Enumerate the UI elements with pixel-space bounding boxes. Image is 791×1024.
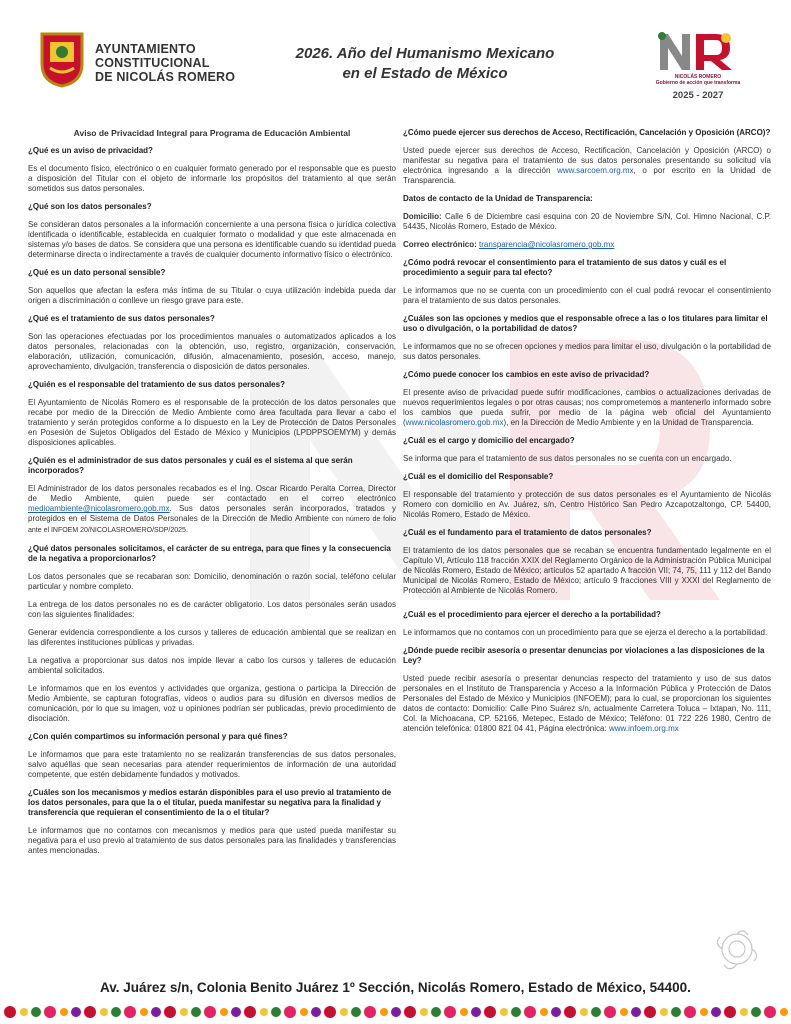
question-heading: ¿Qué es el tratamiento de sus datos personales? [28, 314, 215, 323]
question-heading: Datos de contacto de la Unidad de Transparencia: [403, 194, 593, 203]
answer-paragraph: Los datos personales que se recabaran son: Domicilio, denominación o razón social, teléfono celular particular y nombre completo. [28, 572, 396, 591]
decorative-floral-border [0, 1000, 791, 1024]
answer-paragraph: Usted puede recibir asesoría o presentar denuncias respecto del tratamiento y uso de sus datos personales en el Instituto de Transparencia y Acceso a la Información Pública y Protección de Datos Personales del Estado de México y Municipios (INFOEM); para lo cual, se proporcionan los siguientes datos de contacto: Domicilio: Calle Pino Suárez s/n, actualmente Carretera Toluca – Ixtapan, No. 111, Col. la Michoacana, CP. 52166, Metepec, Estado de México; Teléfono: 01 722 226 1980, Centro de atención telefónica: 01800 821 04 41, Página electrónica: www.infoem.org.mx [403, 674, 771, 733]
question-heading: ¿Qué datos personales solicitamos, el carácter de su entrega, para que fines y la consecuencia de la negativa a proporcionarlos? [28, 544, 391, 563]
question-heading: ¿Cómo puede conocer los cambios en este aviso de privacidad? [403, 370, 650, 379]
transparency-email-link[interactable]: transparencia@nicolasromero.gob.mx [479, 240, 615, 249]
answer-paragraph: Le informamos que no se ofrecen opciones y medios para limitar el uso, divulgación o la portabilidad de sus datos personales. [403, 342, 771, 361]
answer-paragraph: La negativa a proporcionar sus datos nos impide llevar a cabo los cursos y talleres de educación ambiental solicitados. [28, 656, 396, 675]
answer-paragraph: Se informa que para el tratamiento de sus datos personales no se cuenta con un encargado. [403, 454, 732, 463]
decorative-flower-icon [710, 925, 765, 977]
left-column [28, 128, 396, 864]
question-heading: ¿Cuáles son los mecanismos y medios estarán disponibles para el uso previo al tratamiento de los datos personales, para que la o el titular, pueda manifestar su negativa para la finalidad y transferencia que requieran el consentimiento de la o el titular? [28, 788, 392, 817]
question-heading: ¿Qué son los datos personales? [28, 202, 152, 211]
answer-paragraph: Se consideran datos personales a la información concerniente a una persona física o jurídica colectiva identificada o identificable, establecida en cualquier formato o modalidad y que este almacenada en sistemas y/o bases de datos. Se considera que una persona es identificable cuando su identidad pueda determinarse directa o indirectamente a través de cualquier documento informativo físico o electrónico. [28, 220, 396, 259]
answer-paragraph: El responsable del tratamiento y protección de sus datos personales es el Ayuntamiento de Nicolás Romero con domicilio en Av. Juárez, s/n, Centro Histórico San Pedro Azcapotzaltongo, CP. 54400, Nicolás Romero, Estado de México. [403, 490, 771, 519]
admin-email-link[interactable]: medioambiente@nicolasromero.gob.mx [28, 504, 170, 513]
logo-subtitle: NICOLÁS ROMERO Gobierno de acción que transforma [655, 74, 741, 86]
document-title: Aviso de Privacidad Integral para Programa de Educación Ambiental [73, 128, 351, 138]
org-name: AYUNTAMIENTO CONSTITUCIONAL DE NICOLÁS ROMERO [95, 42, 236, 84]
question-heading: ¿Cómo puede ejercer sus derechos de Acceso, Rectificación, Cancelación y Oposición (ARCO)? [403, 128, 771, 137]
answer-paragraph: Son aquellos que afectan la esfera más íntima de su Titular o cuya utilización indebida pueda dar origen a discriminación o conlleve un riesgo grave para este. [28, 286, 396, 305]
municipal-crest-icon [36, 30, 88, 88]
answer-paragraph: Es el documento físico, electrónico o en cualquier formato generado por el responsable que es puesto a disposición del Titular con el objeto de informarle los propósitos del tratamiento al que serán sometidos sus datos personales. [28, 164, 396, 193]
question-heading: ¿Cuáles son las opciones y medios que el responsable ofrece a las o los titulares para limitar el uso o divulgación, o la portabilidad de datos? [403, 314, 768, 333]
answer-paragraph: Son las operaciones efectuadas por los procedimientos manuales o automatizados aplicados a los datos personales, relacionadas con la obtención, uso, registro, organización, conservación, elaboración, utilización, comunicación, difusión, almacenamiento, posesión, acceso, manejo, aprovechamiento, divulgación, transferencia o disposición de datos personales. [28, 332, 396, 371]
question-heading: ¿Cuál es el domicilio del Responsable? [403, 472, 554, 481]
question-heading: ¿Con quién compartimos su información personal y para qué fines? [28, 732, 288, 741]
answer-paragraph: El Ayuntamiento de Nicolás Romero es el responsable de la protección de los datos personales que recabe por medio de la Dirección de Medio Ambiente como área facultada para llevar a cabo el tratamiento y serán protegidos conforme a lo dispuesto en la Ley de Protección de Datos Personales en Posesión de Sujetos Obligados del Estado de México y Municipios (LPDPPSOEMYM) y demás disposiciones aplicables. [28, 398, 396, 447]
answer-paragraph: Le informamos que no contamos con un procedimiento para que se ejerza el derecho a la portabilidad. [403, 628, 768, 637]
question-heading: ¿Qué es un aviso de privacidad? [28, 146, 153, 155]
answer-paragraph: El presente aviso de privacidad puede sufrir modificaciones, cambios o actualizaciones derivadas de nuevos requerimientos legales o por otras causas; nos comprometemos a mantenerlo informado sobre los cambios que pueda sufrir, por medio de la página web oficial del Ayuntamiento (www.nicolasromero.gob.mx), en la Dirección de Medio Ambiente y en la Unidad de Transparencia. [403, 388, 771, 427]
answer-paragraph: Correo electrónico: transparencia@nicolasromero.gob.mx [403, 240, 615, 249]
answer-paragraph: Generar evidencia correspondiente a los cursos y talleres de educación ambiental que se realizan en las diferentes instituciones públicas y privadas. [28, 628, 396, 647]
question-heading: ¿Qué es un dato personal sensible? [28, 268, 166, 277]
right-column [403, 128, 771, 742]
page-header [0, 0, 791, 115]
answer-paragraph: Domicilio: Calle 6 de Diciembre casi esquina con 20 de Noviembre S/N, Col. Himno Nacional, C.P. 54435, Nicolás Romero, Estado de México. [403, 212, 771, 231]
infoem-link[interactable]: www.infoem.org.mx [608, 724, 679, 733]
answer-paragraph: Le informamos que no se cuenta con un procedimiento con el cual podrá revocar el consentimiento para el tratamiento de sus datos personales. [403, 286, 771, 305]
year-motto: 2026. Año del Humanismo Mexicano en el Estado de México [295, 45, 555, 82]
sarcoem-link[interactable]: www.sarcoem.org.mx [557, 166, 634, 175]
answer-paragraph: El Administrador de los datos personales recabados es el Ing. Oscar Ricardo Peralta Correa, Director de Medio Ambiente, quien puede ser contactado en el correo electrónico medioambiente@nicolasromero.gob.mx. Sus datos personales serán incorporados, tratados y protegidos en el Sistema de Datos Personales de la Dirección de Medio Ambiente con número de folio ante el INFOEM 20/NICOLASROMERO/SDP/2025. [28, 484, 396, 534]
answer-paragraph: Usted puede ejercer sus derechos de Acceso, Rectificación, Cancelación y Oposición (ARCO) o manifestar su negativa para el tratamiento de sus datos personales presentando su solicitud vía electrónica ingresando a la dirección www.sarcoem.org.mx, o por escrito en la Unidad de Transparencia. [403, 146, 772, 185]
question-heading: ¿Quién es el responsable del tratamiento de sus datos personales? [28, 380, 285, 389]
question-heading: ¿Cuál es el cargo y domicilio del encargado? [403, 436, 575, 445]
logo-years: 2025 - 2027 [672, 90, 724, 101]
answer-paragraph: El tratamiento de los datos personales que se recaban se encuentra fundamentado legalmente en el Capítulo VI, Artículo 118 fracción XXIX del Reglamento Orgánico de la Administración Pública Municipal de Nicolás Romero, Estado de México; artículos 52 apartado A fracción VII; 74, 75, 111 y 112 del Bando Municipal de Nicolás Romero, Estado de México; artículo 9 fracciones VIII y XXXI del Reglamento de Protección al Ambiente de Nicolás Romero. [403, 546, 771, 595]
question-heading: ¿Cuál es el procedimiento para ejercer el derecho a la portabilidad? [403, 610, 661, 619]
footer-address: Av. Juárez s/n, Colonia Benito Juárez 1º Sección, Nicolás Romero, Estado de México, 54400. [100, 980, 691, 995]
answer-paragraph: Le informamos que para este tratamiento no se realizarán transferencias de sus datos personales, salvo aquéllas que sean necesarias para atender requerimientos de información de una autoridad competente, que estén debidamente fundados y motivados. [28, 750, 396, 779]
municipality-website-link[interactable]: www.nicolasromero.gob.mx [405, 418, 504, 427]
answer-paragraph: Le informamos que en los eventos y actividades que organiza, gestiona o participa la Dirección de Medio Ambiente, se capturan fotografías, videos o audios para su difusión en diversos medios de comunicación, por lo que su imagen, voz u opiniones podrían ser publicadas, previo procedimiento de disociación. [28, 684, 396, 723]
question-heading: ¿Quién es el administrador de sus datos personales y cuál es el sistema al que serán incorporados? [28, 456, 353, 475]
question-heading: ¿Cuál es el fundamento para el tratamiento de datos personales? [403, 528, 652, 537]
answer-paragraph: Le informamos que no contamos con mecanismos y medios para que usted pueda manifestar su negativa para el uso previo al tratamiento de sus datos personales para las finalidades y transferencias antes mencionadas. [28, 826, 396, 855]
answer-paragraph: La entrega de los datos personales no es de carácter obligatorio. Los datos personales serán usados con las siguientes finalidades: [28, 600, 396, 619]
question-heading: ¿Cómo podrá revocar el consentimiento para el tratamiento de sus datos y cuál es el procedimiento a seguir para tal efecto? [403, 258, 727, 277]
question-heading: ¿Dónde puede recibir asesoría o presentar denuncias por violaciones a las disposiciones de la Ley? [403, 646, 765, 665]
